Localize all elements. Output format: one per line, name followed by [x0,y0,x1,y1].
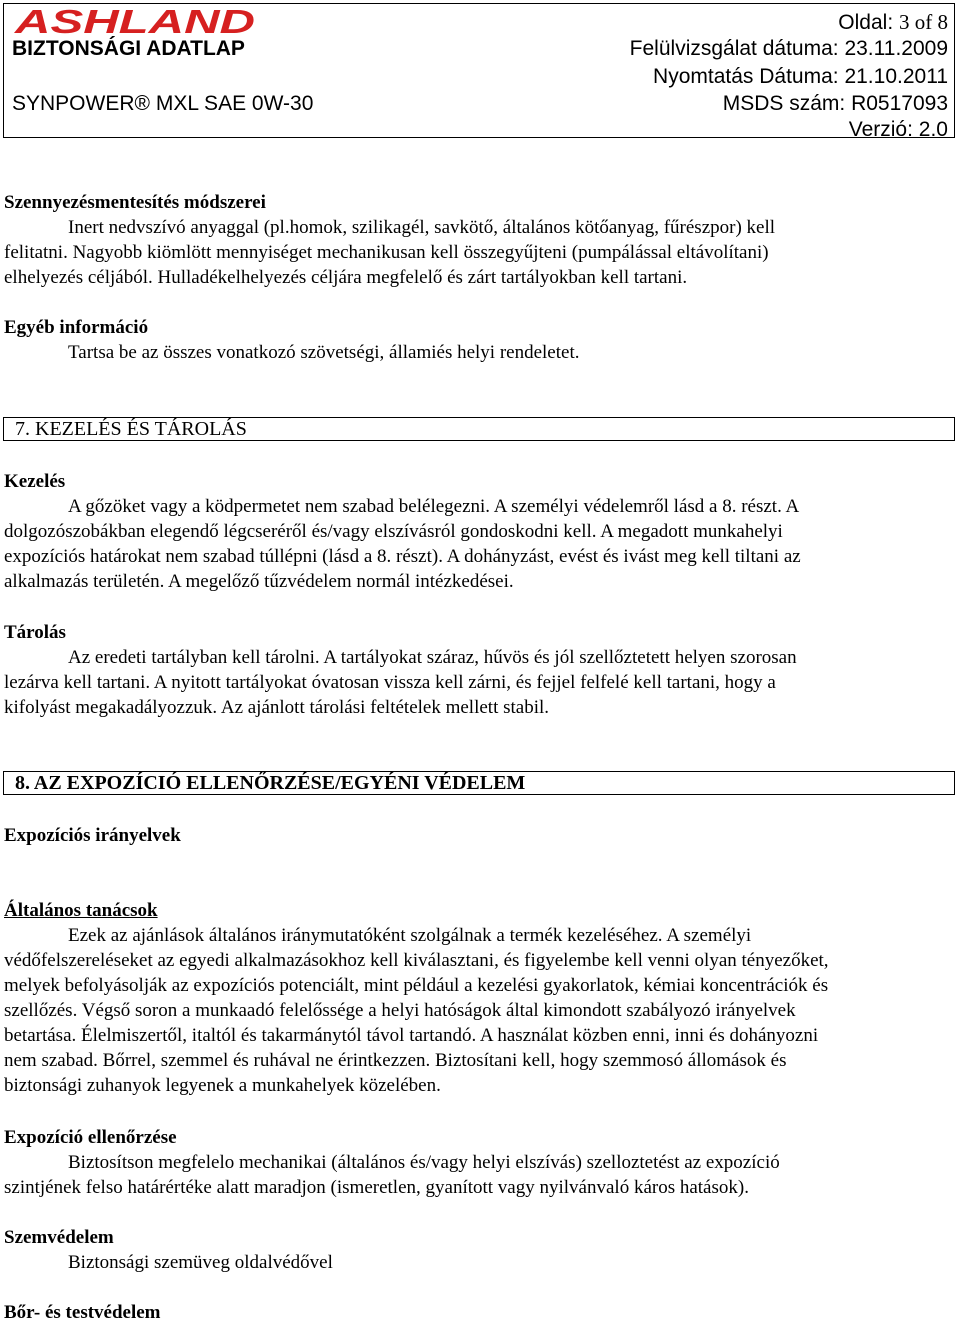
skin-protection-heading: Bőr- és testvédelem [4,1302,161,1323]
exposure-guidelines-heading: Expozíciós irányelvek [4,825,181,846]
section-8-box [3,771,955,795]
print-date: Nyomtatás Dátuma: 21.10.2011 [653,65,948,88]
general-advice-line: védőfelszereléseket az egyedi alkalmazásokhoz kell kiválasztani, és figyelembe kell venni olyan tényezőket, [4,950,829,971]
cleanup-line: felitatni. Nagyobb kiömlött mennyiséget mechanikusan kell összegyűjteni (pumpálással eltávolítani) [4,242,769,263]
general-advice-line: nem szabad. Bőrrel, szemmel és ruhával ne érintkezzen. Biztosítani kell, hogy szemmosó állomások és [4,1050,787,1071]
page-number: Oldal: 3 of 8 [838,10,948,34]
storage-line: lezárva kell tartani. A nyitott tartályokat óvatosan vissza kell zárni, és fejjel felfelé kell tartani, hogy a [4,672,776,693]
svg-text:ASHLAND: ASHLAND [13,6,256,36]
document-header [3,3,955,141]
storage-heading: Tárolás [4,622,66,643]
section-7-box [3,417,955,441]
general-advice-line: melyek befolyásolják az expozíciós potenciált, mint például a kezelési gyakorlatok, kémiai koncentrációk és [4,975,829,996]
cleanup-heading: Szennyezésmentesítés módszerei [4,192,266,213]
cleanup-line: Inert nedvszívó anyaggal (pl.homok, szilikagél, savkötő, általános kötőanyag, fűrészpor) kell [68,217,776,238]
eye-protection-line: Biztonsági szemüveg oldalvédővel [68,1252,333,1273]
exposure-control-line: szintjének felso határértéke alatt maradjon (ismeretlen, gyanított vagy nyilvánvaló káros hatások). [4,1177,749,1198]
other-info-line: Tartsa be az összes vonatkozó szövetségi, államiés helyi rendeletet. [68,342,580,363]
product-name: SYNPOWER® MXL SAE 0W-30 [12,92,314,115]
general-advice-line: betartása. Élelmiszertől, italtól és takarmánytól távol tartandó. A használat közben enni, inni és dohányozni [4,1025,819,1046]
general-advice-heading: Általános tanácsok [4,900,158,921]
handling-line: expozíciós határokat nem szabad túllépni (lásd a 8. részt). A dohányzást, evést és ivást meg kell tiltani az [4,546,801,567]
exposure-control-heading: Expozíció ellenőrzése [4,1127,177,1148]
msds-number: MSDS szám: R0517093 [722,92,948,115]
version: Verzió: 2.0 [848,118,948,141]
handling-line: dolgozószobákban elegendő légcseréről és/vagy elszívásról gondoskodni kell. A megadott munkahelyi [4,521,783,542]
handling-line: A gőzöket vagy a ködpermetet nem szabad belélegezni. A személyi védelemről lásd a 8. részt. A [68,496,800,517]
other-info-heading: Egyéb információ [4,317,149,338]
storage-line: kifolyást megakadályozzuk. Az ajánlott tárolási feltételek mellett stabil. [4,697,550,718]
cleanup-line: elhelyezés céljából. Hulladékelhelyezés céljára megfelelő és zárt tartályokban kell tartani. [4,267,688,288]
handling-line: alkalmazás területén. A megelőző tűzvédelem normál intézkedései. [4,571,514,592]
document-title: BIZTONSÁGI ADATLAP [12,37,245,60]
eye-protection-heading: Szemvédelem [4,1227,114,1248]
review-date: Felülvizsgálat dátuma: 23.11.2009 [629,37,948,60]
section-7-title: 7. KEZELÉS ÉS TÁROLÁS [15,418,247,440]
exposure-control-line: Biztosítson megfelelo mechanikai (általános és/vagy helyi elszívás) szelloztetést az expozíció [68,1152,780,1173]
general-advice-line: biztonsági zuhanyok legyenek a munkahelyek közelében. [4,1075,441,1096]
general-advice-line: Ezek az ajánlások általános iránymutatóként szolgálnak a termék kezeléséhez. A személyi [68,925,752,946]
storage-line: Az eredeti tartályban kell tárolni. A tartályokat száraz, hűvös és jól szellőztetett helyen szorosan [68,647,797,668]
ashland-logo [13,6,258,36]
handling-heading: Kezelés [4,471,66,492]
general-advice-line: szellőzés. Végső soron a munkaadó felelőssége a helyi hatóságok által kimondott szabályozó irányelvek [4,1000,796,1021]
section-8-title: 8. AZ EXPOZÍCIÓ ELLENŐRZÉSE/EGYÉNI VÉDELEM [15,772,526,794]
